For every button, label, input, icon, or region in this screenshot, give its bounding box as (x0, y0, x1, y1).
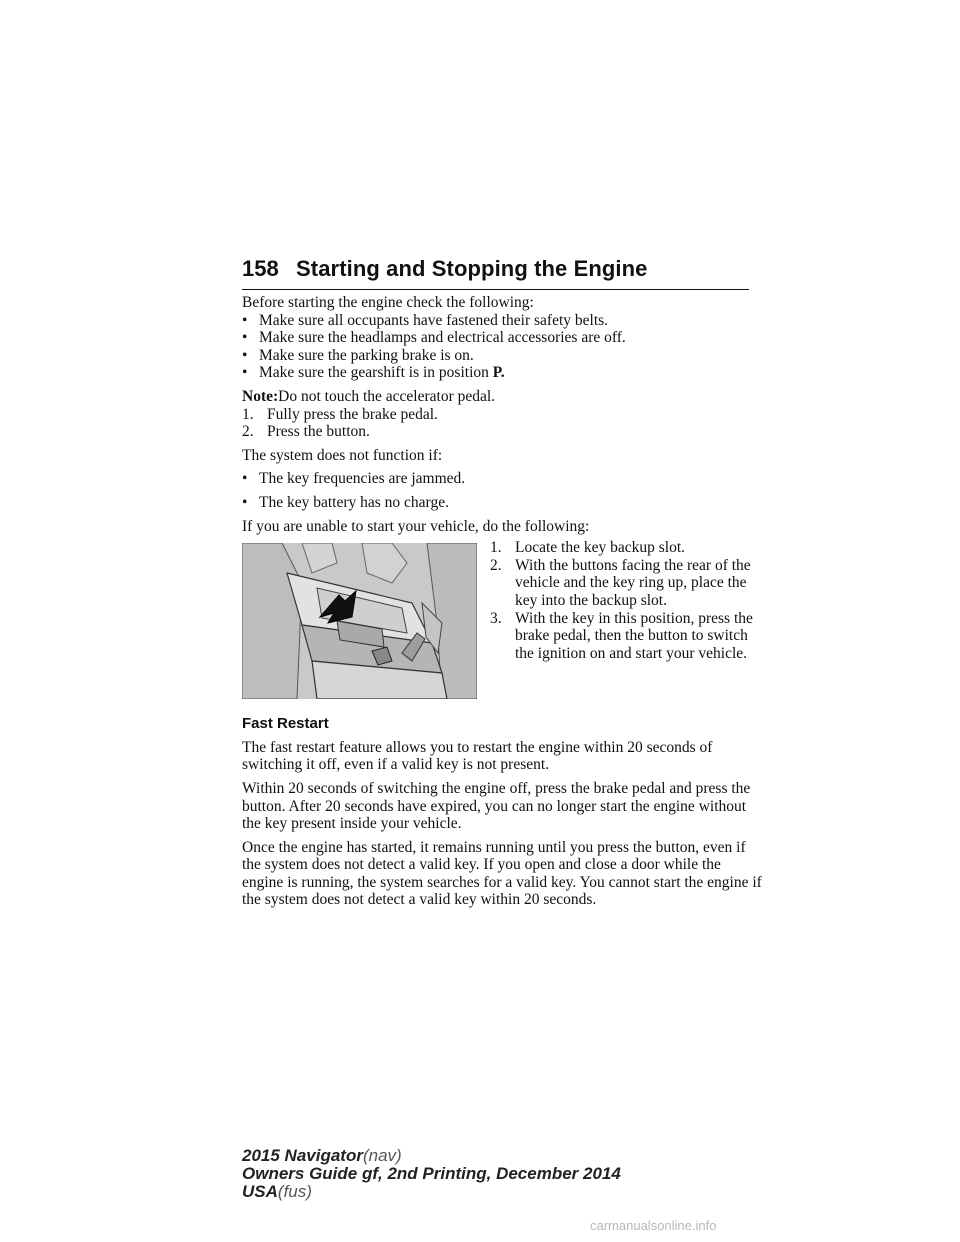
footer-market-code: (fus) (277, 1182, 312, 1201)
checklist-item-text: Make sure the parking brake is on. (259, 346, 474, 364)
backup-slot-illustration (242, 543, 477, 699)
checklist-item (242, 312, 762, 330)
step-number: 1. (490, 539, 502, 557)
header-rule (242, 289, 749, 290)
checklist (242, 312, 762, 382)
step-number: 2. (490, 556, 502, 574)
not-function-intro: The system does not function if: (242, 446, 443, 464)
not-function-item (242, 470, 762, 488)
page-footer (242, 1147, 621, 1201)
intro-text: Before starting the engine check the following: (242, 294, 534, 311)
step-text: With the key in this position, press the brake pedal, then the button to switch the ignition on and start your vehicle. (515, 609, 753, 662)
not-function-item-text: The key battery has no charge. (259, 493, 449, 511)
not-function-item-text: The key frequencies are jammed. (259, 470, 466, 488)
footer-model-code: (nav) (362, 1146, 402, 1165)
start-step (242, 406, 762, 424)
fast-restart-paragraph: Once the engine has started, it remains running until you press the button, even if the system does not detect a valid key. If you open and close a door while the engine is running, the system searches for a valid key. You cannot start the engine if the system does not detect a valid key within 20 seconds. (242, 838, 762, 909)
checklist-item-text: Make sure all occupants have fastened their safety belts. (259, 311, 609, 329)
backup-slot-section (242, 539, 762, 703)
note-label: Note: (242, 387, 279, 405)
note (242, 388, 762, 406)
checklist-item (242, 364, 762, 382)
step-text: Fully press the brake pedal. (267, 405, 438, 423)
start-step (242, 423, 762, 441)
backup-step (490, 557, 760, 610)
footer-guide: Owners Guide gf, 2nd Printing, December 2014 (242, 1164, 621, 1183)
backup-steps (490, 539, 760, 662)
gear-position: P. (492, 364, 505, 382)
start-steps (242, 406, 762, 441)
backup-step (490, 539, 760, 557)
checklist-item-text: Make sure the gearshift is in position (259, 364, 489, 382)
footer-model-line (242, 1147, 621, 1165)
unable-intro: If you are unable to start your vehicle, do the following: (242, 517, 590, 535)
fast-restart-heading: Fast Restart (242, 715, 329, 733)
fast-restart-paragraph: The fast restart feature allows you to restart the engine within 20 seconds of switching it off, even if a valid key is not present. (242, 738, 713, 774)
step-text: Locate the key backup slot. (515, 539, 686, 557)
page-header (242, 256, 748, 290)
footer-market: USA (242, 1182, 278, 1201)
step-number: 1. (242, 405, 254, 423)
chapter-title: Starting and Stopping the Engine (296, 256, 648, 281)
fast-restart-paragraph: Within 20 seconds of switching the engine off, press the brake pedal and press the button. After 20 seconds have expired, you can no longer start the engine without the key present inside your vehicle. (242, 779, 751, 833)
footer-model: 2015 Navigator (242, 1146, 363, 1165)
step-number: 2. (242, 423, 254, 441)
checklist-item (242, 329, 762, 347)
watermark: carmanualsonline.info (590, 1218, 717, 1233)
checklist-item-text: Make sure the headlamps and electrical accessories are off. (259, 329, 626, 347)
console-drawing (242, 543, 477, 699)
not-function-item (242, 494, 762, 512)
checklist-item (242, 347, 762, 365)
page-number: 158 (242, 256, 279, 281)
step-text: With the buttons facing the rear of the vehicle and the key ring up, place the key into the backup slot. (515, 556, 751, 609)
not-function-list (242, 470, 762, 511)
page-body (242, 294, 762, 909)
note-text: Do not touch the accelerator pedal. (278, 387, 496, 405)
footer-market-line (242, 1183, 621, 1201)
step-number: 3. (490, 609, 502, 627)
step-text: Press the button. (267, 423, 370, 441)
backup-step (490, 610, 760, 663)
